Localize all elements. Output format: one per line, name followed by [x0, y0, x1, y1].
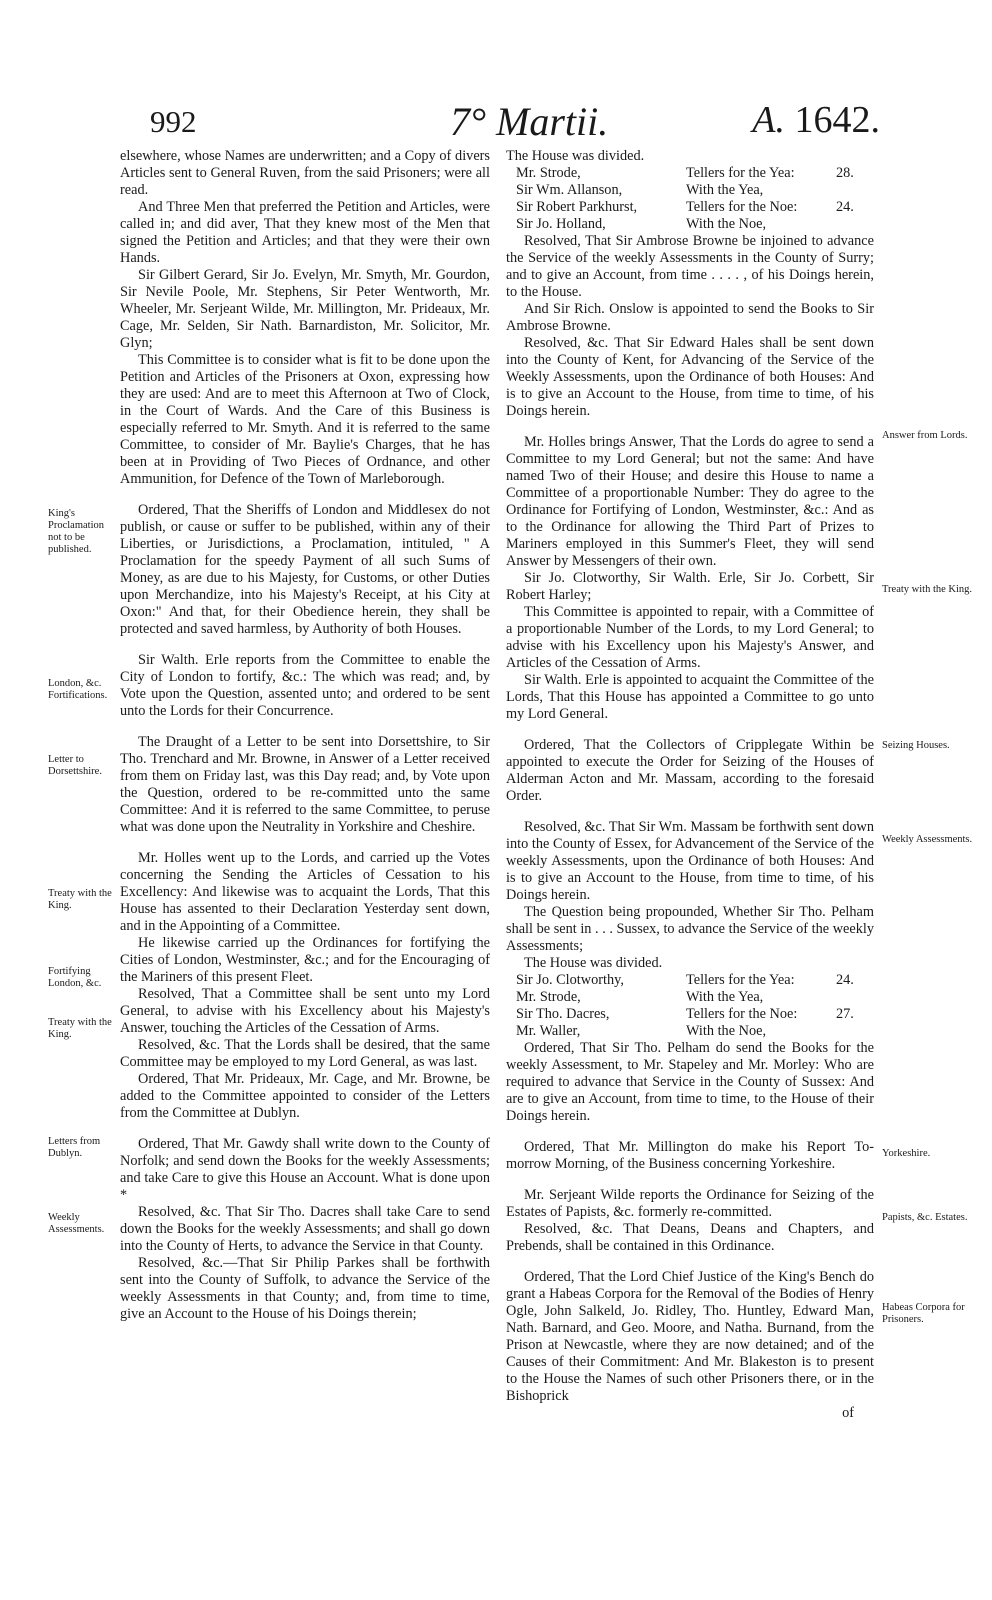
margin-note: Treaty with the King.: [48, 1017, 112, 1040]
year-letter: A.: [752, 99, 785, 141]
margin-note: Yorkeshire.: [882, 1148, 931, 1159]
paragraph: Sir Walth. Erle is appointed to acquaint the Committee of the Lords, That this House has appointed a Committee to go unto my Lord General.: [506, 672, 874, 722]
left-column: [120, 148, 490, 1323]
paragraph: Sir Gilbert Gerard, Sir Jo. Evelyn, Mr. Smyth, Mr. Gourdon, Sir Nevile Poole, Mr. Stephens, Sir Peter Wentworth, Mr. Wheeler, Mr. Serjeant Wilde, Mr. Millington, Mr. Prideaux, Mr. Cage, Mr. Selden, Sir Nath. Barnardiston, Mr. Solicitor, Mr. Glyn;: [120, 267, 490, 351]
teller-label: With the Noe,: [686, 1023, 767, 1039]
paragraph: And Sir Rich. Onslow is appointed to send the Books to Sir Ambrose Browne.: [506, 301, 874, 334]
paragraph: Ordered, That Mr. Prideaux, Mr. Cage, and Mr. Browne, be added to the Committee appointed to consider of the Letters from the Committee at Dublyn.: [120, 1071, 490, 1121]
page-header: [0, 98, 992, 148]
teller-count: 27.: [836, 1006, 854, 1022]
paragraph: Ordered, That Mr. Gawdy shall write down to the County of Norfolk; and send down the Books for the weekly Assessments; and take Care to give this House an Account. What is done upon *: [120, 1136, 490, 1203]
paragraph: Resolved, &c. That Deans, Deans and Chapters, and Prebends, shall be contained in this Ordinance.: [506, 1221, 874, 1254]
division-intro: The House was divided.: [524, 955, 663, 971]
paragraph: Ordered, That the Lord Chief Justice of the King's Bench do grant a Habeas Corpora for the Removal of the Bodies of Henry Ogle, John Salkeld, Jo. Ridley, Tho. Huntley, Edward Man, Nath. Barnard, and Geo. Moore, and Natha. Burnand, from the Prison at Newcastle, where they are now detained; and of the Causes of their Commitment: And Mr. Blakeston is to present to the House the Names of such other Prisoners there, or in the Bishoprick: [506, 1269, 874, 1404]
teller-label: With the Noe,: [686, 216, 767, 232]
paragraph: The Question being propounded, Whether Sir Tho. Pelham shall be sent in . . . Sussex, to advance the Service of the weekly Assessments;: [506, 904, 874, 954]
teller-name: Sir Wm. Allanson,: [516, 182, 623, 198]
catchword: of: [842, 1405, 854, 1421]
paragraph: elsewhere, whose Names are underwritten; and a Copy of divers Articles sent to General Ruven, from the said Prisoners; were all read.: [120, 148, 490, 198]
right-column: [506, 148, 874, 1422]
paragraph: Ordered, That the Sheriffs of London and Middlesex do not publish, or cause or suffer to be published, within any of their Liberties, or Jurisdictions, a Proclamation, intituled, " A Proclamation for the speedy Payment of all such Sums of Money, as are due to his Majesty, for Customs, or other Duties upon Merchandize, into his Majesty's Receipt, at his City at Oxon:" And that, for their Obedience herein, they shall be protected and saved harmless, by Authority of both Houses.: [120, 502, 490, 637]
teller-name: Sir Jo. Clotworthy,: [516, 972, 624, 988]
margin-note: London, &c. Fortifications.: [48, 678, 108, 701]
teller-row: [516, 1006, 874, 1023]
margin-note: Weekly Assessments.: [48, 1212, 105, 1235]
teller-name: Mr. Strode,: [516, 165, 581, 181]
teller-count: [836, 182, 866, 199]
paragraph: Resolved, &c. That Sir Edward Hales shall be sent down into the County of Kent, for Advancing of the Service of the Weekly Assessments, upon the Ordinance of both Houses: And is to give an Account to the House, from time to time, of his Doings herein.: [506, 335, 874, 419]
margin-note: Fortifying London, &c.: [48, 966, 102, 989]
teller-name: Sir Tho. Dacres,: [516, 1006, 610, 1022]
teller-row: [516, 989, 874, 1006]
margin-note: Letter to Dorsettshire.: [48, 754, 102, 777]
teller-count: 24.: [836, 199, 854, 215]
tellers-table: [516, 165, 874, 233]
teller-count: [836, 1023, 866, 1040]
paragraph: Resolved, &c. That the Lords shall be desired, that the same Committee may be employed to my Lord General, as was last.: [120, 1037, 490, 1070]
teller-label: Tellers for the Noe:: [686, 1006, 798, 1022]
teller-row: [516, 165, 874, 182]
paragraph: Sir Jo. Clotworthy, Sir Walth. Erle, Sir Jo. Corbett, Sir Robert Harley;: [506, 570, 874, 603]
teller-label: Tellers for the Yea:: [686, 972, 795, 988]
margin-note: Habeas Corpora for Prisoners.: [882, 1302, 965, 1325]
teller-name: Sir Jo. Holland,: [516, 216, 606, 232]
paragraph: Ordered, That Mr. Millington do make his Report To-morrow Morning, of the Business concerning Yorkeshire.: [506, 1139, 874, 1172]
paragraph: Resolved, &c. That Sir Wm. Massam be forthwith sent down into the County of Essex, for Advancement of the Service of the weekly Assessments, upon the Ordinance of both Houses: And is to give an Account to the House, from time to time, of his Doings herein.: [506, 819, 874, 903]
margin-note: Answer from Lords.: [882, 430, 968, 441]
division-intro: The House was divided.: [506, 148, 645, 164]
paragraph: Resolved, &c. That Sir Tho. Dacres shall take Care to send down the Books for the weekly Assessments; and shall go down into the County of Herts, to advance the Service in that County.: [120, 1204, 490, 1254]
margin-note: Seizing Houses.: [882, 740, 950, 751]
teller-count: [836, 216, 866, 233]
margin-note: Treaty with the King.: [882, 584, 973, 595]
paragraph: He likewise carried up the Ordinances for fortifying the Cities of London, Westminster, &c.; and for the Encouraging of the Mariners of this present Fleet.: [120, 935, 490, 985]
teller-row: [516, 1023, 874, 1040]
teller-name: Sir Robert Parkhurst,: [516, 199, 638, 215]
paragraph: Ordered, That the Collectors of Cripplegate Within be appointed to execute the Order for Seizing of the Houses of Alderman Acton and Mr. Massam, according to the foresaid Order.: [506, 737, 874, 804]
page-number: 992: [150, 104, 197, 139]
paragraph: This Committee is to consider what is fit to be done upon the Petition and Articles of the Prisoners at Oxon, expressing how they are used: And are to meet this Afternoon at Two of Clock, in the Court of Wards. And the Care of this Business is especially referred to Mr. Smyth. And it is referred to the same Committee, to consider of Mr. Baylie's Charges, that he has been at in Providing of Two Pieces of Ordnance, and other Ammunition, for Defence of the Town of Marleborough.: [120, 352, 490, 487]
tellers-table: [516, 972, 874, 1040]
margin-note: Papists, &c. Estates.: [882, 1212, 968, 1223]
paragraph: Mr. Holles brings Answer, That the Lords do agree to send a Committee to my Lord General; but not the same: And have named Two of their House; and desire this House to name a Committee of a proportionable Number: They do agree to the Ordinance for Fortifying of London, Westminster, &c.: And as to the Ordinance for allowing the Third Part of Prizes to Mariners employed in this Summer's Fleet, they will send Answer by Messengers of their own.: [506, 434, 874, 569]
teller-label: Tellers for the Noe:: [686, 199, 798, 215]
teller-count: 28.: [836, 165, 854, 181]
margin-note: King's Proclamation not to be published.: [48, 508, 104, 555]
teller-name: Mr. Strode,: [516, 989, 581, 1005]
year-heading: [752, 98, 880, 142]
margin-note: Treaty with the King.: [48, 888, 112, 911]
teller-row: [516, 972, 874, 989]
teller-label: Tellers for the Yea:: [686, 165, 795, 181]
paragraph: Resolved, That a Committee shall be sent unto my Lord General, to advise with his Excellency about his Majesty's Answer, touching the Articles of the Cessation of Arms.: [120, 986, 490, 1036]
teller-row: [516, 216, 874, 233]
paragraph: Mr. Holles went up to the Lords, and carried up the Votes concerning the Sending the Articles of Cessation to his Excellency: And likewise was to acquaint the Lords, That this House has assented to their Declaration Yesterday sent down, and in the Appointing of a Committee.: [120, 850, 490, 934]
paragraph: Sir Walth. Erle reports from the Committee to enable the City of London to fortify, &c.: The which was read; and, by Vote upon the Question, assented unto; and ordered to be sent unto the Lords for their Concurrence.: [120, 652, 490, 719]
paragraph: This Committee is appointed to repair, with a Committee of a proportionable Number of the Lords, to my Lord General; to advise with his Excellency upon his Majesty's Answer, and Articles of the Cessation of Arms.: [506, 604, 874, 671]
teller-row: [516, 199, 874, 216]
teller-count: [836, 989, 866, 1006]
teller-label: With the Yea,: [686, 182, 764, 198]
paragraph: The Draught of a Letter to be sent into Dorsettshire, to Sir Tho. Trenchard and Mr. Browne, in Answer of a Letter received from them on Friday last, was this Day read; and, by Vote upon the Question, ordered to be re-committed unto the same Committee: And it is referred to the same Committee, to peruse what was done upon the Neutrality in Yorkshire and Cheshire.: [120, 734, 490, 835]
year-number: 1642.: [794, 99, 880, 141]
teller-count: 24.: [836, 972, 854, 988]
teller-row: [516, 182, 874, 199]
margin-note: Weekly Assessments.: [882, 834, 973, 845]
page-title: 7° Martii.: [450, 99, 609, 144]
margin-note: Letters from Dublyn.: [48, 1136, 101, 1159]
paragraph: Mr. Serjeant Wilde reports the Ordinance for Seizing of the Estates of Papists, &c. formerly re-committed.: [506, 1187, 874, 1220]
paragraph: Resolved, &c.—That Sir Philip Parkes shall be forthwith sent into the County of Suffolk, to advance the Service of the weekly Assessments in that County; and, from time to time, give an Account to the House of his Doings therein;: [120, 1255, 490, 1322]
teller-name: Mr. Waller,: [516, 1023, 581, 1039]
teller-label: With the Yea,: [686, 989, 764, 1005]
paragraph: Resolved, That Sir Ambrose Browne be injoined to advance the Service of the weekly Assessments in the County of Surry; and to give an Account, from time . . . . , of his Doings herein, to the House.: [506, 233, 874, 300]
paragraph: Ordered, That Sir Tho. Pelham do send the Books for the weekly Assessment, to Mr. Stapeley and Mr. Morley: Who are required to advance that Service in the County of Sussex: And are to give an Account, from time to time, to the House of their Doings herein.: [506, 1040, 874, 1124]
paragraph: And Three Men that preferred the Petition and Articles, were called in; and did aver, That they knew most of the Men that signed the Petition and Articles; and that they were their own Hands.: [120, 199, 490, 266]
